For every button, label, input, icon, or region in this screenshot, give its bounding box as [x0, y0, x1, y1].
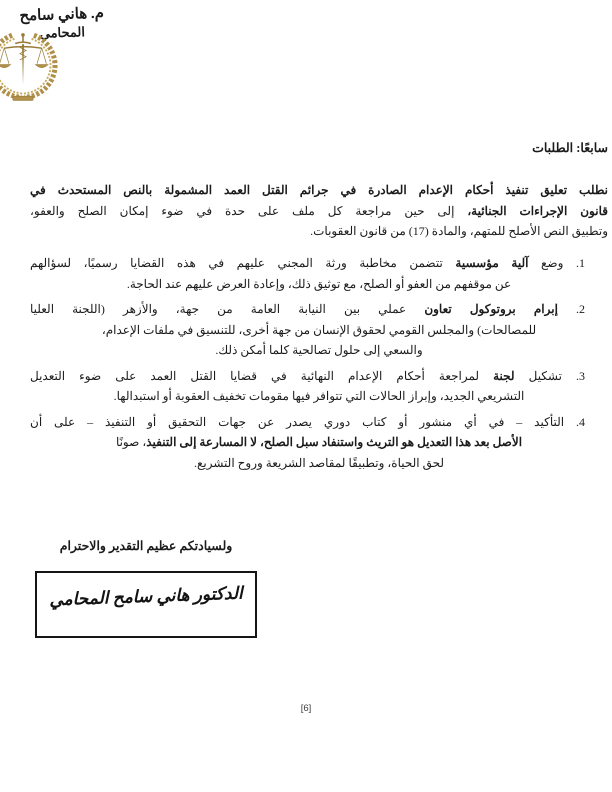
text-segment: لجنة [493, 368, 515, 383]
intro-paragraph [30, 180, 608, 242]
text-segment: إبرام بروتوكول تعاون [424, 302, 558, 316]
text-line [30, 432, 608, 453]
signature-handwriting: الدكتور هاني سامح المحامي [48, 583, 244, 610]
text-segment: تتضمن مخاطبة ورثة المجني عليهم في هذه القضايا رسميًا، لسؤالهم [30, 256, 456, 270]
text-line [30, 201, 608, 222]
text-segment: 1. وضع [528, 256, 585, 270]
text-line [30, 320, 608, 341]
text-line [30, 221, 608, 242]
text-segment: لمراجعة أحكام الإعدام النهائية في قضايا القتل العمد على ضوء التعديل [30, 368, 494, 383]
text-segment: عملي بين النيابة العامة من جهة، والأزهر (اللجنة العليا [30, 302, 425, 316]
text-line [30, 253, 608, 274]
text-segment: ، صونًا [115, 435, 147, 449]
request-item [30, 253, 608, 294]
justice-scales-laurel-emblem-icon [0, 24, 62, 102]
request-item [30, 412, 608, 474]
letterhead-name-line1: م. هاني سامح [19, 5, 105, 25]
text-line [30, 180, 608, 201]
letterhead-name-line2: المحامي [39, 23, 86, 41]
section-heading: سابعًا: الطلبات [532, 141, 608, 155]
text-line [30, 412, 608, 433]
text-segment: التشريعي الجديد، وإبراز الحالات التي تتوافر فيها مقومات تخفيف العقوبة أو استبدالها. [113, 389, 525, 403]
text-segment: وتطبيق النص الأصلح للمتهم، والمادة (17) من قانون العقوبات. [310, 224, 608, 238]
text-segment: لحق الحياة، وتطبيقًا لمقاصد الشريعة وروح التشريع. [193, 455, 444, 470]
page-number: [6] [300, 703, 312, 714]
text-line [30, 453, 608, 474]
requests-list [30, 253, 608, 478]
text-line [30, 386, 608, 407]
text-segment: 3. تشكيل [514, 368, 586, 383]
text-line [30, 274, 608, 295]
closing-salutation: ولسيادتكم عظيم التقدير والاحترام [59, 539, 233, 553]
text-line [30, 340, 608, 361]
text-segment: 4. التأكيد – في أي منشور أو كتاب دوري يصدر عن جهات التحقيق أو التنفيذ – على أن [30, 414, 585, 429]
text-segment: للمصالحات) والمجلس القومي لحقوق الإنسان من جهة أخرى، للتنسيق في ملفات الإعدام، [101, 322, 537, 337]
text-segment: نطلب تعليق تنفيذ أحكام الإعدام الصادرة في جرائم القتل العمد المشمولة بالنص المستحدث في [30, 183, 608, 197]
text-line [30, 299, 608, 320]
text-segment: 2. [557, 302, 586, 316]
text-segment: عن موقفهم من العفو أو الصلح، مع توثيق ذلك، وإعادة العرض عليهم عند الحاجة. [126, 276, 512, 291]
request-item [30, 299, 608, 361]
text-segment: قانون الإجراءات الجنائية، [467, 203, 608, 218]
text-segment: والسعي إلى حلول تصالحية كلما أمكن ذلك. [215, 343, 423, 357]
text-segment: آلية مؤسسية [455, 256, 529, 270]
text-line [30, 366, 608, 387]
text-segment: الأصل بعد هذا التعديل هو التريث واستنفاد سبل الصلح، لا المسارعة إلى التنفيذ [146, 435, 523, 449]
signature-box [35, 571, 257, 638]
request-item [30, 366, 608, 407]
text-segment: إلى حين مراجعة كل ملف على حدة في ضوء إمكان الصلح والعفو، [30, 203, 468, 218]
